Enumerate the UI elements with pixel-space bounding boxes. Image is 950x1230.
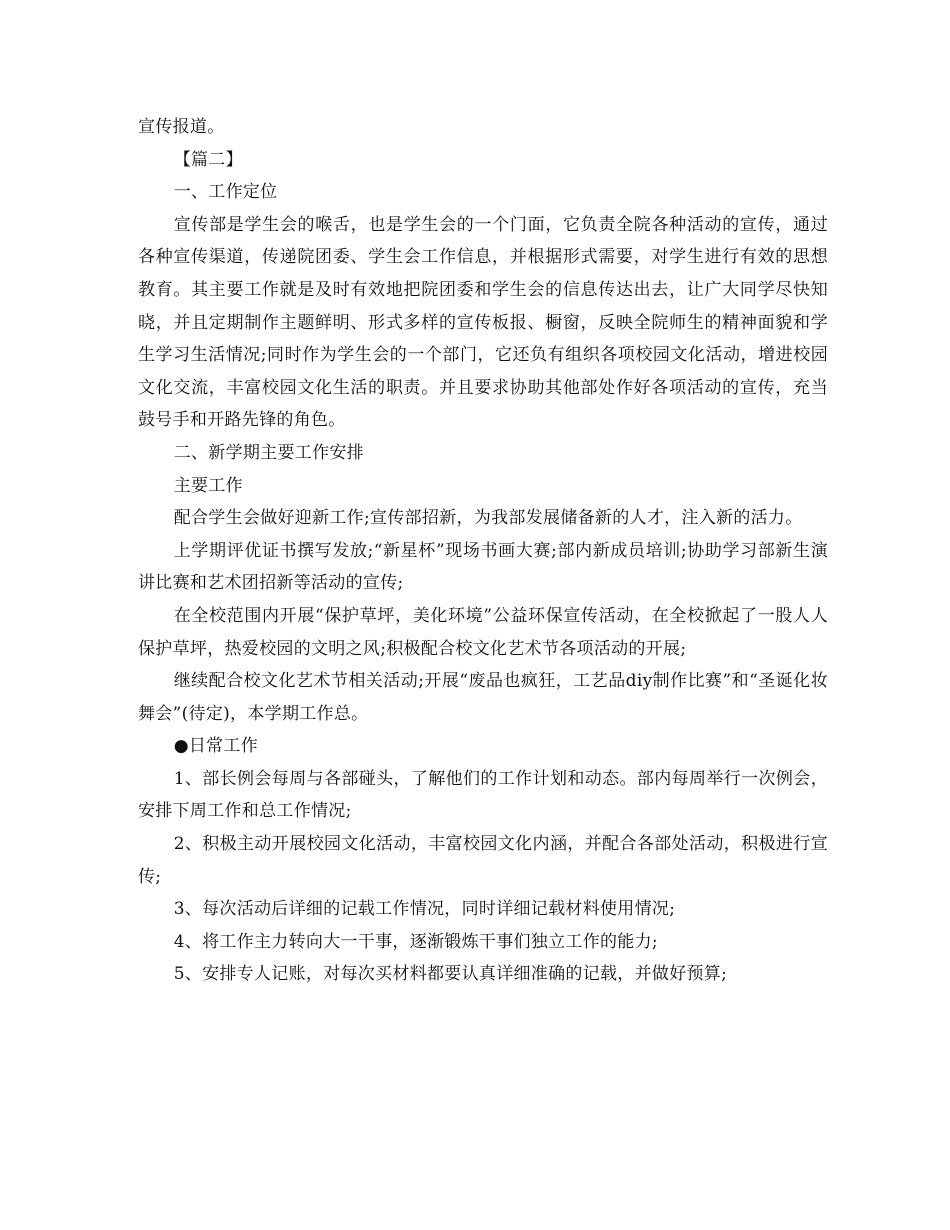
subheading-daily-work: ●日常工作 [173, 736, 259, 757]
document-body [138, 111, 828, 991]
section-heading-part-two: 【篇二】 [173, 149, 243, 170]
paragraph-welcome-recruit: 配合学生会做好迎新工作;宣传部招新，为我部发展储备新的人才，注入新的活力。 [173, 508, 803, 529]
paragraph-lawn-campaign: 在全校范围内开展“保护草坪，美化环境”公益环保宣传活动，在全校掀起了一股人人保护草坪，热爱校园的文明之风;积极配合校文化艺术节各项活动的开展; [138, 605, 828, 659]
list-item-5: 5、安排专人记账，对每次买材料都要认真详细准确的记载，并做好预算; [173, 964, 728, 985]
paragraph-continuation: 宣传报道。 [138, 117, 225, 137]
list-item-4: 4、将工作主力转向大一干事，逐渐锻炼干事们独立工作的能力; [173, 931, 658, 952]
subheading-main-work: 主要工作 [173, 475, 243, 496]
heading-new-semester-plan: 二、新学期主要工作安排 [173, 442, 364, 463]
paragraph-certificates-contest: 上学期评优证书撰写发放;“新星杯”现场书画大赛;部内新成员培训;协助学习部新生演讲比赛和艺术团招新等活动的宣传; [138, 540, 828, 594]
list-item-1: 1、部长例会每周与各部碰头，了解他们的工作计划和动态。部内每周举行一次例会，安排下周工作和总工作情况; [138, 768, 828, 822]
list-item-3: 3、每次活动后详细的记载工作情况，同时详细记载材料使用情况; [173, 899, 676, 920]
paragraph-department-role: 宣传部是学生会的喉舌，也是学生会的一个门面，它负责全院各种活动的宣传，通过各种宣传渠道，传递院团委、学生会工作信息，并根据形式需要，对学生进行有效的思想教育。其主要工作就是及时有效地把院团委和学生会的信息传达出去，让广大同学尽快知晓，并且定期制作主题鲜明、形式多样的宣传板报、橱窗，反映全院师生的精神面貌和学生学习生活情况;同时作为学生会的一个部门，它还负有组织各项校园文化活动，增进校园文化交流，丰富校园文化生活的职责。并且要求协助其他部处作好各项活动的宣传，充当鼓号手和开路先锋的角色。 [138, 214, 828, 431]
list-item-2: 2、积极主动开展校园文化活动，丰富校园文化内涵，并配合各部处活动，积极进行宣传; [138, 834, 828, 887]
heading-work-positioning: 一、工作定位 [173, 182, 278, 203]
paragraph-art-festival: 继续配合校文化艺术节相关活动;开展“废品也疯狂，工艺品diy制作比赛”和“圣诞化妆舞会”(待定)，本学期工作总。 [138, 671, 828, 724]
